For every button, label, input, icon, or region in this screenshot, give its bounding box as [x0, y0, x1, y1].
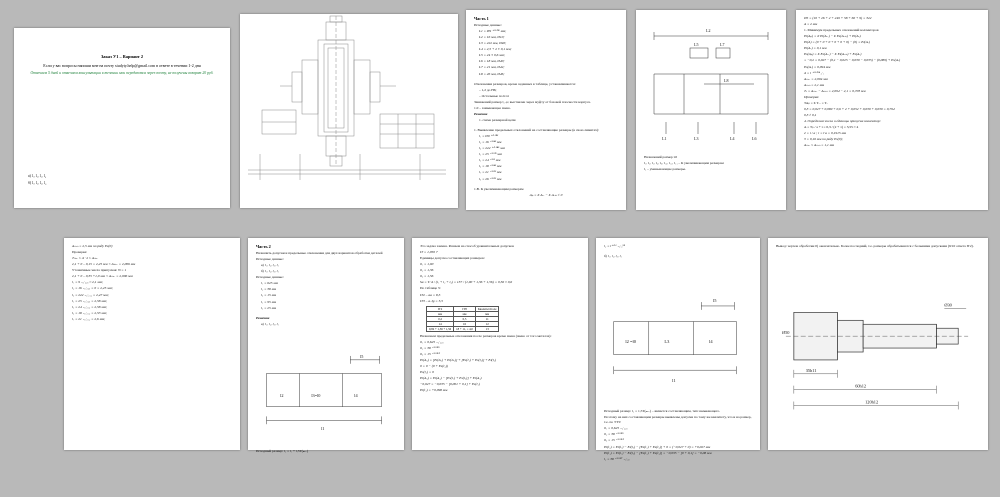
- svg-text:l5: l5: [713, 298, 717, 304]
- p6-line-4: Уточнённые числа припусков: N = 1: [72, 268, 127, 273]
- p5-line-9: Δ = l ⁺⁰·⁰⁹⁴ ₀·₁: [804, 70, 825, 75]
- svg-text:l1: l1: [672, 378, 676, 384]
- cell-0-1: мм: [454, 311, 476, 316]
- p9-cap-6: Ei(l₄) = Ei(l₁) − Ei(l₃) − [Es(l₁) + Es(l₃)] = −0,035 − [0 + 0,1] = −0,08 мм: [604, 450, 712, 455]
- p5-line-16: 0,3 ≠ 0,1: [804, 113, 817, 117]
- part1-item-4-0: 1. схема размерной цепи: [479, 117, 516, 122]
- p8-line-2: Единицы допуска составляющих размеров:: [420, 256, 485, 261]
- page-assembly-drawing[interactable]: [240, 14, 458, 208]
- page-title-note: Если у вас вопросы напиши мне на почту studyty.help@gmail.com в ответе в течении 1-2 дня: [43, 63, 201, 68]
- p5-line-20: 3 = 0,16 мм по ряду Es(0);: [804, 137, 843, 142]
- cell-0-2: мм: [475, 311, 499, 316]
- page-part-1[interactable]: [466, 10, 626, 210]
- p6-line-2: Tₘₐₓ ≤ Δ · 2 ≤ Aₘₐₓ: [72, 256, 99, 261]
- p8-foot-7: Ei(A₃) = Ei(A₂) − [Es(l₁) + Es(l₃)] + Ei(A₄): [420, 376, 482, 381]
- cell-2-1: 16: [454, 321, 476, 326]
- part1-item-0-6: L7 = 21 мм, Ø42;: [479, 65, 505, 70]
- p5-line-14: TAₚ = Σ Tᵤᵥ = Tᵤ: [804, 100, 828, 105]
- part1-label-2: Занижений размер l₂ₓ₍ₚ₎ выставлен через муфту от базовой плоскости корпуса.: [474, 99, 591, 104]
- p8-foot-8: −0,027 = −0,035 − [0,001 + 0,1] + Es(l₄): [420, 382, 480, 387]
- tolerance-table: [426, 306, 499, 332]
- p8-line-7: По таблице 3:: [420, 286, 441, 291]
- p5-line-10: Aₘₐₓ = 2,094 мм: [804, 76, 828, 81]
- svg-text:l3=l0: l3=l0: [311, 392, 321, 398]
- part2-item-1-4: l₅ = 25 мм: [261, 305, 277, 310]
- cell-1-1: 0,5: [454, 316, 476, 321]
- svg-text:L5: L5: [694, 42, 699, 47]
- dim-label-1: Ø30: [944, 302, 952, 308]
- p10-caption: Вывод: чертеж обработки 0) окончательно. Более последний, т.е. размеры обрабатываются с большими допусками (9/10 ответа IT2).: [776, 244, 974, 248]
- part2-item-2-0: а) l₁, l₂, l₃, l₄: [261, 321, 279, 326]
- part1-label-4: Решение: [474, 111, 488, 116]
- p9-line-0: l₂ = l⁺⁰·¹ ₋₀·₀⁹⁸: [604, 244, 625, 248]
- p5-line-18: A = Tₚ / a + i = 0,3 / (2 + 1) = 3,55 ≈ 4: [804, 125, 859, 130]
- svg-text:l4: l4: [709, 339, 713, 345]
- p9-cap-5: Ei(l₂) = Ei(l₁) − Ei(l₃) − [Es(l₁) + Es(l₃)] + 0 = (−0,027 + 0) = +0,027 мм: [604, 444, 711, 449]
- p4-item-0-1: l₃ – уменьшающие размеры.: [644, 167, 686, 172]
- part1-label-0: Исходные данные:: [474, 23, 502, 27]
- p8-line-9: IT3 – aᵢ Ig = 5,5: [420, 298, 443, 303]
- page-tolerance-calc[interactable]: [796, 10, 988, 210]
- part1-item-5-2: l₃ = 222 ⁺⁰·⁰⁴⁶ мм: [479, 146, 505, 151]
- title-foot-line-b: б) l₁, l₂, l₃, l₄: [28, 180, 47, 185]
- tolerance-table-header-0: IT2: [427, 306, 454, 311]
- page-title[interactable]: [14, 28, 230, 208]
- p9-cap-3: il₂ = 38 ⁺⁰·⁰³⁹: [604, 432, 624, 437]
- part1-item-0-5: L6 = 18 мм, Ø40;: [479, 59, 505, 64]
- cell-2-0: 14: [427, 321, 454, 326]
- tolerance-table-header-2: Квалитет/поле: [475, 306, 499, 311]
- part1-label-6: 1.В. К увеличивающим размерам: [474, 186, 524, 191]
- part1-item-0-3: L4 = 2,5 + 2 ± 0,1 мм;: [479, 47, 512, 52]
- p8-line-5: il₃ = 1,56: [420, 274, 434, 279]
- p6-line-12: l₇ = 21 ₋₀·₀₁₂ = 2,6 мм;: [72, 316, 106, 321]
- svg-text:L4: L4: [730, 136, 735, 141]
- p4-label-0: Назначений размер l.0: [644, 155, 678, 159]
- p5-line-5: Ei(Aᵤ) = 0,1 мм: [804, 46, 827, 51]
- part1-item-0-7: L8 = 26 мм, Ø46;: [479, 71, 505, 76]
- part1-label-5: 1. Выявление предельных отклонений на составляющие размеры (в свою лимитах):: [474, 128, 600, 132]
- p5-line-21: Aₘₐₓ ≤ Aₘᵢₙ = 1,1 мм: [804, 143, 835, 148]
- shaft-drawing-icon: [776, 278, 980, 428]
- part1-item-5-6: l₇ = 21 ⁺⁰·⁵² мм: [479, 170, 502, 175]
- p5-line-13: Проверка:: [804, 94, 820, 99]
- svg-text:L3: L3: [694, 136, 699, 141]
- p8-foot-9: Ei(l₄) = +0,098 мм: [420, 388, 448, 393]
- part2-item-0-0: а) l₁, l₂, l₃, l₄: [261, 263, 279, 268]
- table-row: [427, 326, 499, 331]
- p8-line-1: IT = 1,050 7: [420, 250, 438, 255]
- p8-line-3: il₁ = 1,90: [420, 262, 434, 267]
- part2-label-2: Решение: [256, 315, 270, 320]
- p9-cap-2: il₁ = 0,625 ₋₀·₀₀₈: [604, 426, 628, 431]
- p8-foot-5: 0 = 0 − (0 + Es(l₂)): [420, 363, 448, 368]
- p6-line-10: l₅ = 24 ₋₀·₀₁₀ = 2,58 мм;: [72, 304, 108, 309]
- part2-item-0-1: б) l₁, l₂, l₃, l₄: [261, 269, 279, 274]
- part1-item-1-0: – 1,2 до Н6;: [479, 87, 497, 92]
- p5-line-19: 2 = i / a ; i = i·a = 0,1915 мм: [804, 131, 846, 136]
- part1-item-0-0: L1 = Ø9 ⁺⁰·⁰³⁶ мм;: [479, 29, 507, 34]
- page-part-2[interactable]: [248, 238, 404, 453]
- cell-2-2: 12: [475, 321, 499, 326]
- p6-line-1: Проверка:: [72, 250, 88, 255]
- p6-line-0: Aₘᵢₙ = 2,5 мм по ряду Es(0): [72, 244, 113, 248]
- part2-label-0: Исходные данные:: [256, 257, 284, 262]
- p8-line-0: Это задача замена. Решаем на способ уравнительных допусков: [420, 244, 514, 248]
- dim-label-2: 35h11: [805, 367, 817, 373]
- cell-3-1: 18 + 11, = 4,0: [454, 326, 476, 331]
- p8-foot-2: il₂ = 38 ⁺⁰·⁰³⁹: [420, 345, 440, 350]
- svg-text:L7: L7: [720, 42, 725, 47]
- p8-foot-6: Es(l₂) = 0: [420, 370, 434, 374]
- p6-line-8: l₃ = 222 ₋₀·₀₁₂ = 2,47 мм;: [72, 292, 109, 297]
- part1-item-5-3: l₄ = 25 ⁺⁰·⁰⁵ мм: [479, 152, 502, 157]
- part1-label-7: Aₚ = Σ Aᵤᵥ − Σ Aᵤₘ ≠ 0: [529, 192, 563, 197]
- p9-cap-0: Исходный размер: l₂ = 1,5T(ₘₐₓ) – является составляющим, тип замыкающего.: [604, 409, 721, 414]
- tolerance-table-header-1: IT8: [454, 306, 476, 311]
- p6-line-6: l₁ = 9 ₋₀·₀₀₈ ≈ 2,1 мм;: [72, 280, 104, 285]
- p8-line-8: IT2 – аа = 8,5: [420, 292, 441, 297]
- p8-line-6: Sa = Tᵢ·Δ / (i₁ + i₂ + i₃) = 137 / (1,90 + 1,36 + 1,56) = 0,56 ≈ 0,6: [420, 280, 513, 285]
- page-tolerance-table[interactable]: [412, 238, 588, 450]
- p5-line-15: 0,3 = 0,027 + 0,089 + 0,6 + 2 + 0,052 + 0,039 + 0,039 = 0,794: [804, 106, 895, 111]
- part2-caption: Исходный размер: l₂ = l₁ + l,5T(ₘₐₓ): [256, 448, 309, 453]
- svg-text:L3: L3: [664, 339, 670, 345]
- p6-line-7: l₂ = 16 ₋₀·₀₀₈ = 0 = 2,25 мм;: [72, 286, 113, 291]
- table-row: [427, 316, 499, 321]
- cell-3-2: 13: [475, 326, 499, 331]
- svg-text:L1: L1: [662, 136, 667, 141]
- svg-text:L6: L6: [752, 136, 757, 141]
- part1-item-1-1: – Остальные по h14: [479, 93, 509, 98]
- p5-line-6: Es(Aₚ) = Σ Es(Aᵤᵥ) − Σ Ei(Aᵤₘ) + Es(Aᵤ): [804, 52, 862, 57]
- dimension-chain-diagram-icon: [644, 22, 778, 142]
- svg-text:l5: l5: [360, 353, 364, 359]
- p8-foot-3: il₃ = 15 ⁺⁰·⁰³⁰: [420, 351, 440, 356]
- part2-dimension-diagram-icon: [256, 354, 394, 432]
- p5-line-7: = −0,2 = 0,027 − (0,1 − 0,025 − 0,039 − 0,035) − (0,089) + Es(Aᵤ): [804, 58, 901, 63]
- svg-text:l1: l1: [321, 425, 325, 431]
- svg-text:l2: l2: [280, 392, 284, 398]
- part1-item-5-0: l₁ = Ø9 ⁺⁰·⁰³⁶: [479, 134, 499, 139]
- table-row: [427, 311, 499, 316]
- assembly-drawing-icon: [240, 14, 458, 208]
- part2-heading: Часть 2: [256, 244, 271, 249]
- page-final-drawing[interactable]: [768, 238, 988, 450]
- part1-label-1: Отклонения размеров, кроме заданных в таблице, устанавливаются:: [474, 81, 576, 86]
- dim-label-3: 60h12: [855, 383, 867, 389]
- p6-line-5: 2,1 + 0 – 0,35 +1,0 мм < Aₘₐₓ = 2,006 мм: [72, 274, 133, 279]
- dim-label-4: 120h12: [865, 399, 879, 405]
- p5-line-1: A = 2 мм: [804, 22, 818, 27]
- page-title-heading: Заказ У1 – Вариант 2: [100, 54, 144, 59]
- svg-text:L8: L8: [724, 78, 729, 83]
- part1-item-5-7: l₈ = 26 ⁺⁰·⁵² мм: [479, 176, 502, 181]
- p6-line-11: l₆ = 18 ₋₀·₀₁₀ = 2,53 мм;: [72, 310, 108, 315]
- p9-cap-4: il₃ = 15 ⁺⁰·⁰³⁰: [604, 438, 624, 443]
- part2-item-1-1: l₂ = 38 мм: [261, 287, 277, 292]
- cell-0-0: мм: [427, 311, 454, 316]
- part1-item-5-5: l₆ = 18 ⁺⁰·⁴³ мм: [479, 164, 502, 169]
- p8-foot-0: Назначаем предельные отклонения после размеров кроме звена (звено от того металла):: [420, 333, 552, 338]
- p8-line-4: il₂ = 1,36: [420, 268, 434, 273]
- p5-line-8: Es(Aᵤ) = 0,094 мм: [804, 64, 831, 69]
- cell-1-0: 0,2: [427, 316, 454, 321]
- title-foot-line-a: а) l₁, l₂, l₃, l₄: [28, 174, 47, 179]
- p5-line-0: Ø5 = (10 + 26 + 2 + 249 + 58 + 60 + 9) = 322: [804, 16, 872, 20]
- part1-item-0-1: L2 = 16 мм, Ø10;: [479, 35, 505, 40]
- page-title-green-note: Отвечаем 5 дней и отвечаем консультации в течении мои передаются через почту, не получены возврат 20 руб.: [30, 71, 214, 75]
- p5-line-17: 4. Определим числа и единицы припуска коллектор:: [804, 119, 881, 124]
- p5-line-4: Ei(Δ) = (0 + 0 + 0 + 0 + 0 + 0) − (0) = Ei(Aᵤ): [804, 40, 870, 45]
- dim-label-0: Ø50: [781, 330, 790, 336]
- page-dimension-chain[interactable]: [636, 10, 786, 210]
- p9-line-1: б) l₁, l₂, l₃, l₄: [604, 254, 622, 259]
- p5-line-11: Aₘᵢₙ = 2,1 мм: [804, 82, 825, 87]
- part1-item-0-2: L3 = 222 мм, Ø40;: [479, 41, 507, 46]
- part2-intro: Назначить допуски и предельные отклонения для двух вариантов обработки деталей: [256, 251, 383, 255]
- p9-cap-1: Поэтому на них составляющим размеры выявлены допуски по тому же квалитету, что и на размер, т.е. по ТТУ.: [604, 415, 752, 425]
- p5-line-2: 1. Минимум предельных отклонений коллекторов: [804, 28, 879, 33]
- cell-1-2: 11: [475, 316, 499, 321]
- p5-line-3: Ei(Aₚ) = Σ Ei(Aᵤᵥ) − Σ Es(Aᵤₘ) + Ei(Aᵤ): [804, 34, 861, 39]
- part1-item-5-1: l₂ = 16 ⁺⁰·⁴³ мм: [479, 140, 502, 145]
- p8-foot-1: il₁ = 0,625 ₋₀·₀₀₈: [420, 339, 444, 344]
- p8-foot-4: Ei(A₃) = [Ei(A₂) + Ei(A₁)] + [Es(l₁) + Es(l₃)] + Ei(l₂): [420, 357, 497, 362]
- part2-label-1: Исходные данные:: [256, 275, 284, 280]
- p5-line-12: Tₐ = Aₘₐₓ − Aₘᵢₙ = 2,094 − 2,1 = 0,703 мм: [804, 88, 866, 93]
- svg-text:L2: L2: [706, 28, 711, 33]
- page-second-variant[interactable]: [596, 238, 760, 461]
- part1-heading: Часть 1: [474, 16, 489, 21]
- p6-line-9: l₄ = 25 ₋₀·₀₀₈ = 2,58 мм;: [72, 298, 108, 303]
- page-verification[interactable]: [64, 238, 240, 450]
- p9-cap-7: l₂ = 38 ⁺⁰·⁰²⁷ ₋₀·₀₈: [604, 456, 630, 461]
- part2-item-1-2: l₃ = 15 мм: [261, 293, 277, 298]
- svg-text:l4: l4: [354, 392, 358, 398]
- cell-3-0: 0,82 + 1,36 + 1,56: [427, 326, 454, 331]
- svg-text:l2 =l0: l2 =l0: [625, 339, 637, 345]
- p6-line-3: 2,1 + 0 – 0,15 = 2,25 мм < Aₘₐₓ = 2,006 мм: [72, 262, 136, 267]
- part1-label-3: 1.0 – замыкающее звено.: [474, 105, 511, 110]
- p4-item-0-0: l₁, l₂, l₄, l₆, l₈, l₁₀, l₁₂, l₁₄ – К увеличивающим размерам: [644, 161, 724, 166]
- part2-item-1-3: l₄ = 95 мм: [261, 299, 277, 304]
- part1-item-0-4: L5 = 24 ± 0,6 мм;: [479, 53, 505, 58]
- part2-item-1-0: l₁ = 625 мм: [261, 281, 278, 286]
- second-variant-diagram-icon: [604, 294, 750, 388]
- part1-item-5-4: l₅ = 24 ⁺⁰·⁶ мм: [479, 158, 501, 163]
